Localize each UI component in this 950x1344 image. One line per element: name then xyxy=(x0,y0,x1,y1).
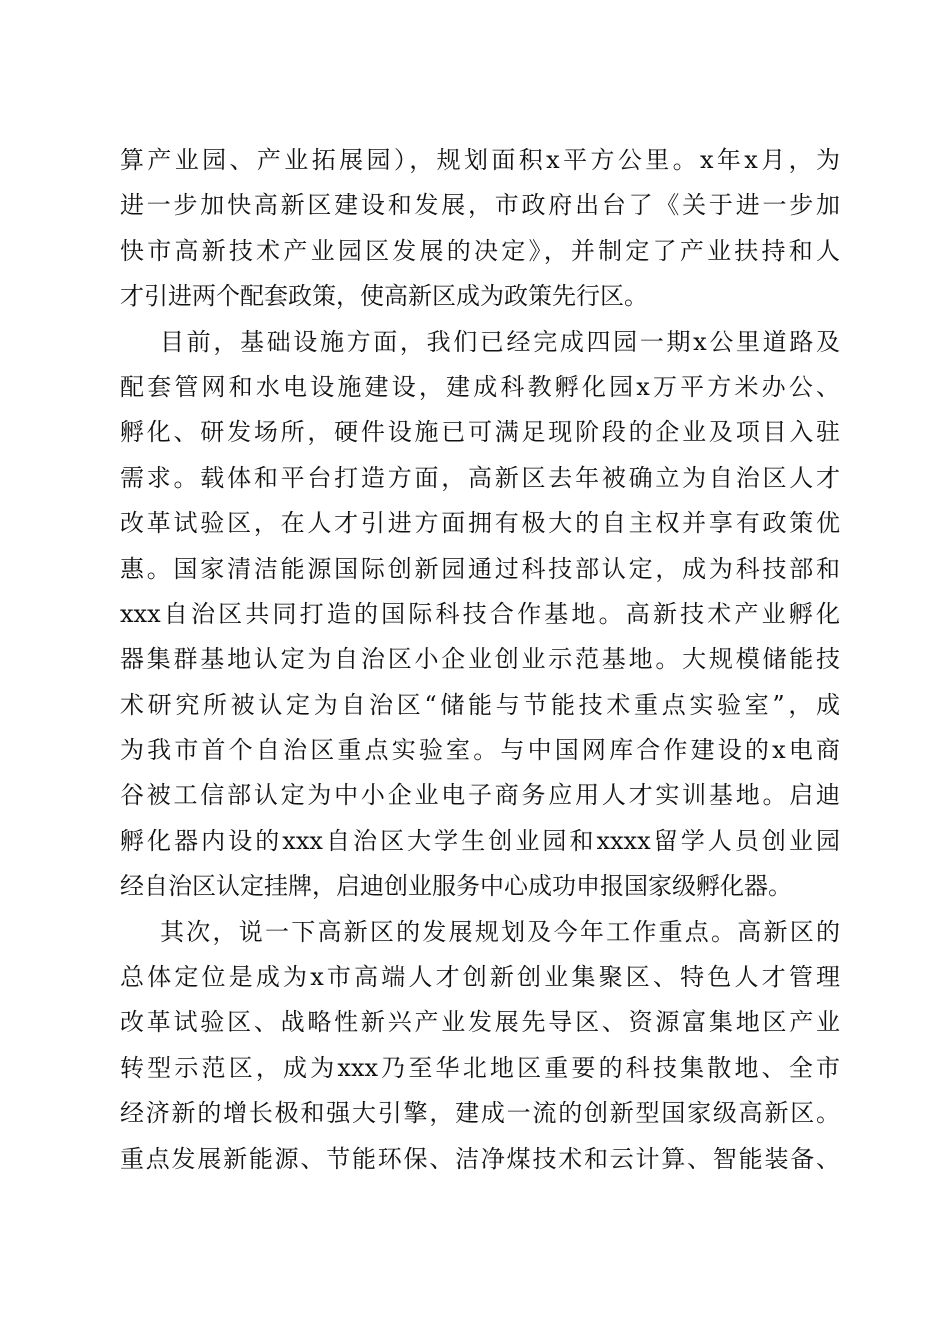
text-line: 需求。载体和平台打造方面，高新区去年被确立为自治区人才 xyxy=(120,463,840,492)
text-line: 谷被工信部认定为中小企业电子商务应用人才实训基地。启迪 xyxy=(120,781,840,810)
body-text xyxy=(120,138,840,1182)
text-line: 其次，说一下高新区的发展规划及今年工作重点。高新区的 xyxy=(160,917,840,946)
text-line: 孵化、研发场所，硬件设施已可满足现阶段的企业及项目入驻 xyxy=(120,418,840,447)
text-line: 为我市首个自治区重点实验室。与中国网库合作建设的x电商 xyxy=(120,736,840,765)
text-line: 才引进两个配套政策，使高新区成为政策先行区。 xyxy=(120,282,648,311)
text-line: xxx自治区共同打造的国际科技合作基地。高新技术产业孵化 xyxy=(120,599,840,628)
text-line: 目前，基础设施方面，我们已经完成四园一期x公里道路及 xyxy=(160,327,840,356)
text-line: 改革试验区、战略性新兴产业发展先导区、资源富集地区产业 xyxy=(120,1008,840,1037)
text-line: 器集群基地认定为自治区小企业创业示范基地。大规模储能技 xyxy=(120,645,840,674)
text-line: 配套管网和水电设施建设，建成科教孵化园x万平方米办公、 xyxy=(120,372,840,401)
text-line: 重点发展新能源、节能环保、洁净煤技术和云计算、智能装备、 xyxy=(120,1144,840,1173)
text-line: 孵化器内设的xxx自治区大学生创业园和xxxx留学人员创业园 xyxy=(120,826,840,855)
text-line: 经济新的增长极和强大引擎，建成一流的创新型国家级高新区。 xyxy=(120,1099,840,1128)
text-line: 总体定位是成为x市高端人才创新创业集聚区、特色人才管理 xyxy=(120,963,840,992)
text-line: 转型示范区，成为xxx乃至华北地区重要的科技集散地、全市 xyxy=(120,1053,840,1082)
text-line: 快市高新技术产业园区发展的决定》，并制定了产业扶持和人 xyxy=(120,236,840,265)
text-line: 经自治区认定挂牌，启迪创业服务中心成功申报国家级孵化器。 xyxy=(120,872,792,901)
text-line: 算产业园、产业拓展园），规划面积x平方公里。x年x月，为 xyxy=(120,146,840,174)
text-line: 进一步加快高新区建设和发展，市政府出台了《关于进一步加 xyxy=(120,191,840,220)
text-line: 改革试验区，在人才引进方面拥有极大的自主权并享有政策优 xyxy=(120,509,840,538)
text-line: 术研究所被认定为自治区“储能与节能技术重点实验室”，成 xyxy=(120,690,840,719)
text-line: 惠。国家清洁能源国际创新园通过科技部认定，成为科技部和 xyxy=(120,554,840,583)
